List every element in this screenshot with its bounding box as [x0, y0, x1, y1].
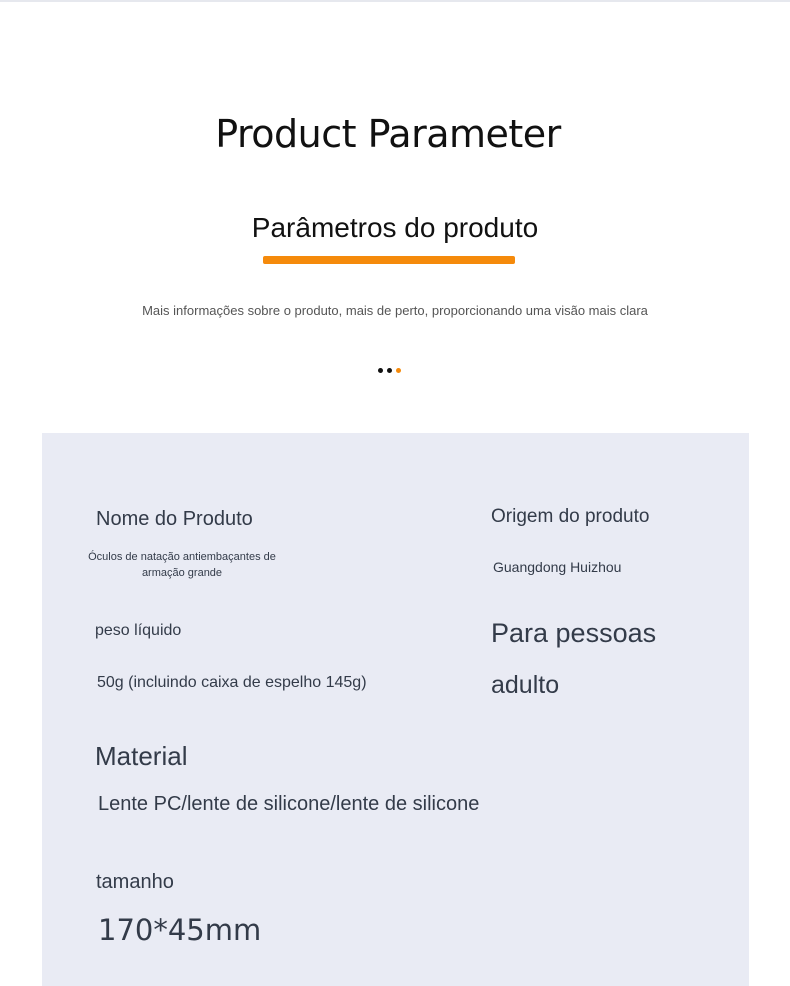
section-subtitle: Parâmetros do produto — [251, 212, 539, 243]
net-weight-label: peso líquido — [95, 622, 182, 639]
parameter-panel — [42, 433, 749, 986]
top-divider — [0, 0, 790, 2]
size-label: tamanho — [96, 871, 174, 893]
page-title: Product Parameter — [215, 112, 561, 156]
target-audience-label: Para pessoas — [491, 618, 657, 648]
dot-icon — [387, 368, 392, 373]
product-origin-label: Origem do produto — [491, 506, 650, 527]
product-name-label: Nome do Produto — [96, 508, 253, 530]
size-value: 170*45mm — [98, 913, 262, 947]
material-value: Lente PC/lente de silicone/lente de silicone — [98, 793, 480, 815]
net-weight-value: 50g (incluindo caixa de espelho 145g) — [97, 674, 367, 691]
product-origin-value: Guangdong Huizhou — [493, 559, 622, 575]
target-audience-value: adulto — [491, 671, 560, 699]
decorative-dots — [378, 368, 401, 373]
section-description: Mais informações sobre o produto, mais de perto, proporcionando uma visão mais clara — [142, 303, 648, 318]
material-label: Material — [95, 741, 188, 771]
dot-icon — [378, 368, 383, 373]
subtitle-underline — [263, 256, 515, 264]
accent-dot-icon — [396, 368, 401, 373]
product-name-value: Óculos de natação antiembaçantes de armação grande — [88, 551, 276, 579]
